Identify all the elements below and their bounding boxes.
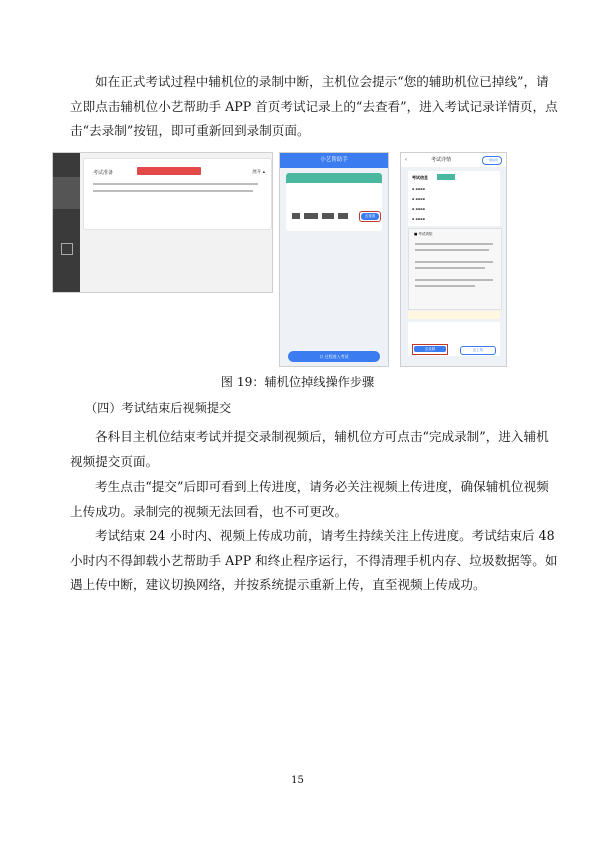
status-tag [437,174,455,180]
back-icon[interactable]: ‹ [405,157,407,163]
paragraph-reconnect: 如在正式考试过程中辅机位的录制中断，主机位会提示“您的辅助机位已掉线”，请立即点击辅机位小艺帮助手 APP 首页考试记录上的“去查看”，进入考试记录详情页，点击“去录制”按钮，即可重新回到录制页面。 [70,74,558,138]
redacted-block [338,213,348,219]
exam-prep-card [83,158,272,230]
paragraph-deadline: 考试结束 24 小时内、视频上传成功前，请考生持续关注上传进度。考试结束后 48 小时内不得卸载小艺帮助手 APP 和终止程序运行，不得清理手机内存、垃圾数据等。如遇上传中断，建议切换网络，并按系统提示重新上传，直至视频上传成功。 [70,528,558,592]
paragraph-submit: 各科目主机位结束考试并提交录制视频后，辅机位方可点击“完成录制”，进入辅机视频提交页面。 [70,429,549,469]
section-heading: （四）考试结束后视频提交 [85,401,232,415]
enter-exam-button[interactable]: 口 过程进入考试 [288,351,380,362]
exam-record-card [286,173,382,231]
section-title: 考试信息 [412,175,428,180]
paragraph-upload: 考生点击“提交”后即可看到上传进度，请务必关注视频上传进度，确保辅机位视频上传成功。录制完的视频无法回看，也不可更改。 [70,479,549,519]
offline-alert-badge [137,167,201,175]
app-header: 小艺帮助手 [280,153,388,168]
sidebar-item-active [53,177,80,209]
warning-bar [408,311,500,319]
text-line [415,243,493,245]
redacted-block [322,213,334,219]
detail-title: 考试详情 [431,157,452,163]
info-row: ▪ ▪▪▪▪ [412,207,425,211]
text-line [415,249,489,251]
go-record-button[interactable]: 去录制 [412,344,448,355]
text-line [415,261,493,263]
card-header [286,173,382,183]
go-view-button[interactable]: 去查看 [359,211,381,222]
return-pill[interactable]: 一键返回 [482,156,502,165]
info-row: ▪ ▪▪▪▪ [412,197,425,201]
redacted-block [304,213,318,219]
notice-title: ■ 考试须知 [414,232,433,236]
text-line [93,183,258,185]
info-row: ▪ ▪▪▪▪ [412,187,425,191]
info-row: ▪ ▪▪▪▪ [412,217,425,221]
figure-phone-exam-list [279,152,389,367]
exam-notice [408,228,502,310]
go-upload-button[interactable]: 去上传 [460,346,496,355]
figure-phone-exam-detail [400,152,507,367]
exam-info-section [408,171,500,226]
text-line [415,267,485,269]
detail-topbar [401,153,506,167]
sidebar-icon [61,243,73,255]
expand-link[interactable]: 展开 ▴ [252,170,265,175]
figure-desktop-screenshot [52,152,273,293]
redacted-block [292,213,300,219]
text-line [93,190,253,192]
text-line [415,285,475,287]
figure-caption: 图 19：辅机位掉线操作步骤 [220,375,375,389]
page-number: 15 [291,775,304,786]
card-title: 考试准备 [93,170,114,176]
record-actions [408,322,500,356]
text-line [415,279,493,281]
sidebar [53,153,80,292]
